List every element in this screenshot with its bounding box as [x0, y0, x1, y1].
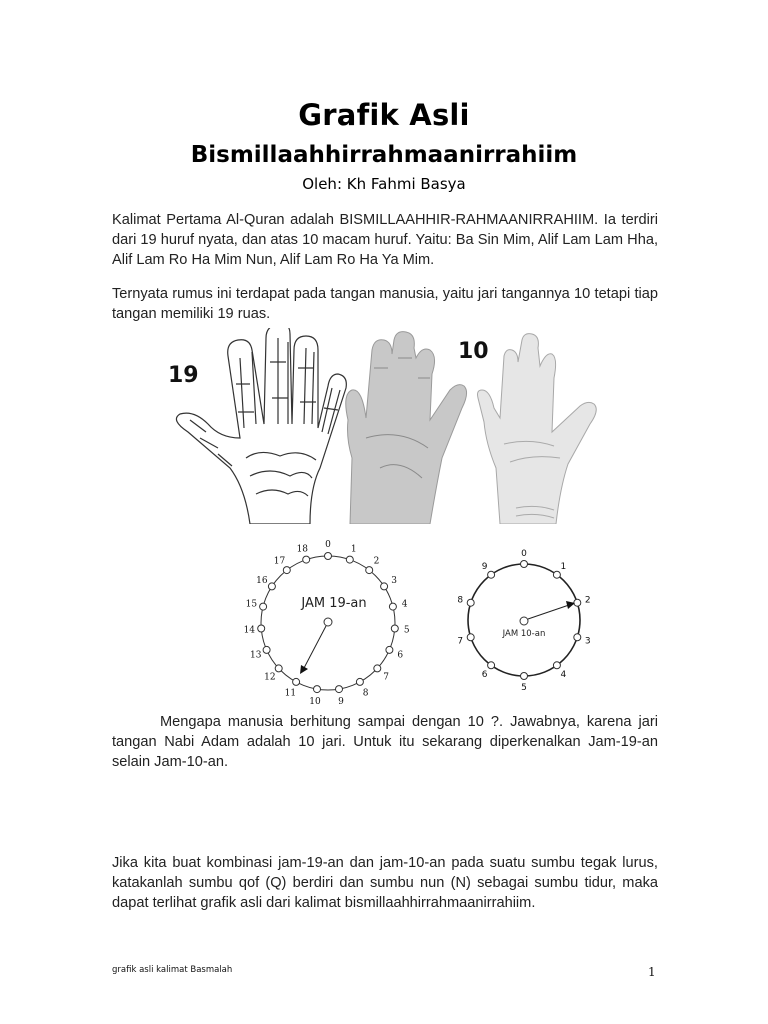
- clock-position-label: 8: [457, 595, 464, 606]
- clock-position-label: 6: [481, 670, 488, 681]
- clock-10-label: JAM 10-an: [502, 629, 546, 639]
- clock-position-label: 0: [325, 540, 331, 550]
- clock-position-label: 3: [584, 636, 591, 647]
- clock-position-label: 18: [296, 544, 309, 555]
- clock-node: [260, 603, 267, 610]
- clock-position-label: 14: [243, 625, 256, 636]
- paragraph-hand-formula: Ternyata rumus ini terdapat pada tangan manusia, yaitu jari tangannya 10 tetapi tiap tangan memiliki 19 ruas.: [112, 286, 658, 322]
- clock-node: [521, 673, 528, 680]
- clock-position-label: 7: [383, 672, 389, 683]
- clock-node: [283, 567, 290, 574]
- clock-node: [258, 625, 265, 632]
- clock-node: [574, 599, 581, 606]
- clock-node: [346, 556, 353, 563]
- clock-position-label: 2: [373, 556, 380, 567]
- clock-node: [366, 567, 373, 574]
- clock-position-label: 13: [249, 650, 262, 661]
- arrowhead-icon: [300, 665, 308, 674]
- page-subtitle: Bismillaahhirrahmaanirrahiim: [190, 142, 578, 168]
- footer-title: grafik asli kalimat Basmalah: [112, 965, 233, 975]
- clock-position-label: 16: [256, 575, 268, 586]
- clock-node: [467, 599, 474, 606]
- author-line: Oleh: Kh Fahmi Basya: [302, 175, 466, 193]
- clock-node: [268, 583, 275, 590]
- clock-position-label: 7: [457, 636, 464, 647]
- fingers-count-label: 10: [458, 339, 489, 364]
- page-title: Grafik Asli: [298, 98, 470, 132]
- clock-position-label: 1: [560, 561, 567, 572]
- clock-node: [467, 634, 474, 641]
- clock-position-label: 4: [560, 670, 567, 681]
- clock-position-label: 17: [273, 556, 286, 567]
- clock-node: [553, 571, 560, 578]
- clock-position-label: 2: [584, 595, 591, 606]
- clock-node: [386, 646, 393, 653]
- clock-node: [263, 646, 270, 653]
- skeleton-hand-icon: [176, 328, 346, 524]
- clock-position-label: 10: [309, 696, 321, 705]
- paragraph-combination: Jika kita buat kombinasi jam-19-an dan jam-10-an pada suatu sumbu tegak lurus, katakanlah sumbu qof (Q) berdiri dan sumbu nun (N) sebagai sumbu tidur, maka dapat terlihat grafik asli dari kalimat bismillaahhirrahmaanirrahiim.: [112, 855, 658, 911]
- clock-node: [336, 686, 343, 693]
- clock-node: [391, 625, 398, 632]
- clock-position-label: 3: [391, 575, 397, 586]
- clock-node: [389, 603, 396, 610]
- clock-position-label: 4: [401, 599, 408, 610]
- clock-10-hand: [528, 605, 569, 619]
- clock-node: [293, 678, 300, 685]
- clock-node: [521, 561, 528, 568]
- clock-node: [488, 662, 495, 669]
- clock-position-label: 11: [284, 688, 297, 699]
- hands-illustration: [160, 328, 610, 524]
- clock-node: [356, 678, 363, 685]
- clock-position-label: 5: [521, 683, 527, 693]
- clock-19-label: JAM 19-an: [301, 596, 367, 611]
- back-of-hand-icon: [346, 332, 467, 524]
- clock-10-center: [520, 617, 528, 625]
- clock-node: [488, 571, 495, 578]
- paragraph-intro: Kalimat Pertama Al-Quran adalah BISMILLAAHHIR-RAHMAANIRRAHIIM. Ia terdiri dari 19 huruf nyata, dan atas 10 macam huruf. Yaitu: Ba Sin Mim, Alif Lam Lam Hha, Alif Lam Ro Ha Mim Nun, Alif Lam Ro Ha Ya Mim.: [112, 212, 658, 268]
- clock-position-label: 8: [362, 688, 369, 699]
- clock-node: [381, 583, 388, 590]
- clock-node: [374, 665, 381, 672]
- skeleton-count-label: 19: [168, 363, 199, 388]
- clock-node: [574, 634, 581, 641]
- palm-hand-icon: [478, 334, 597, 524]
- clock-node: [275, 665, 282, 672]
- clock-position-label: 15: [245, 599, 258, 610]
- clock-position-label: 0: [521, 549, 527, 559]
- clock-position-label: 6: [397, 650, 404, 661]
- clock-position-label: 9: [481, 561, 488, 572]
- clock-position-label: 12: [264, 672, 276, 683]
- paragraph-why-ten: Mengapa manusia berhitung sampai dengan 10 ?. Jawabnya, karena jari tangan Nabi Adam adalah 10 jari. Untuk itu sekarang diperkenalkan Jam-19-an selain Jam-10-an.: [112, 714, 658, 770]
- clock-19-hand: [304, 626, 326, 668]
- clock-node: [314, 686, 321, 693]
- clock-10-diagram: [445, 535, 605, 695]
- clock-position-label: 1: [350, 544, 357, 555]
- clock-node: [325, 553, 332, 560]
- clock-position-label: 9: [338, 696, 344, 705]
- clock-position-label: 5: [403, 625, 410, 636]
- page-number: 1: [648, 965, 656, 979]
- clock-19-diagram: [240, 535, 420, 705]
- clock-19-center: [324, 618, 332, 626]
- clock-node: [303, 556, 310, 563]
- clock-node: [553, 662, 560, 669]
